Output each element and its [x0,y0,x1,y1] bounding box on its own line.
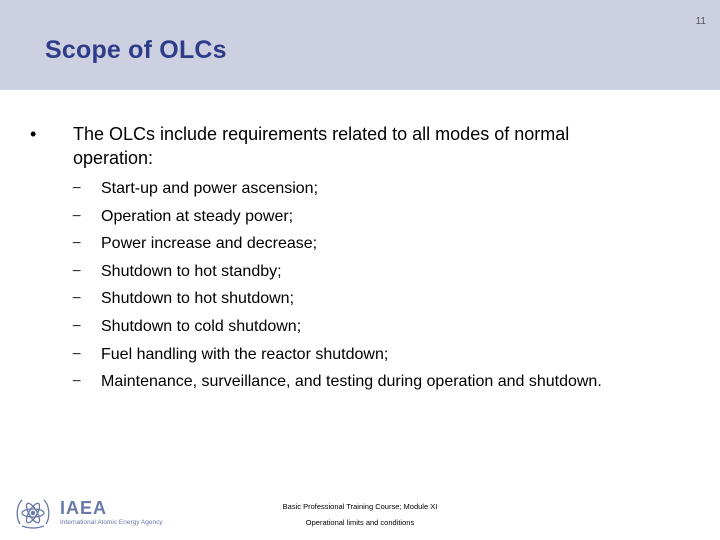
dash-icon: − [72,346,82,363]
logo-subtitle: International Atomic Energy Agency [60,519,163,526]
bullet-icon: • [30,124,37,144]
iaea-logo [14,494,174,532]
slide-title: Scope of OLCs [45,36,227,64]
sub-item-text: Power increase and decrease; [101,235,318,252]
dash-icon: − [72,235,82,252]
sub-item-text: Shutdown to hot standby; [101,263,282,280]
dash-icon: − [72,373,82,390]
sub-item-text: Start-up and power ascension; [101,180,319,197]
main-bullet-text: The OLCs include requirements related to all modes of normal operation: [73,124,570,168]
sub-item-text: Shutdown to cold shutdown; [101,318,302,335]
sub-item-text: Maintenance, surveillance, and testing during operation and shutdown. [101,373,602,390]
sub-item-text: Fuel handling with the reactor shutdown; [101,346,389,363]
dash-icon: − [72,180,82,197]
footer-topic: Operational limits and conditions [305,518,415,527]
dash-icon: − [72,318,82,335]
dash-icon: − [72,290,82,307]
page-number: 11 [695,16,706,27]
logo-text: IAEA [60,498,108,518]
sub-item-text: Shutdown to hot shutdown; [101,290,295,307]
sub-item-text: Operation at steady power; [101,208,294,225]
dash-icon: − [72,263,82,280]
footer-course: Basic Professional Training Course; Module XI [282,502,438,511]
dash-icon: − [72,208,82,225]
atom-emblem-icon [14,494,52,532]
